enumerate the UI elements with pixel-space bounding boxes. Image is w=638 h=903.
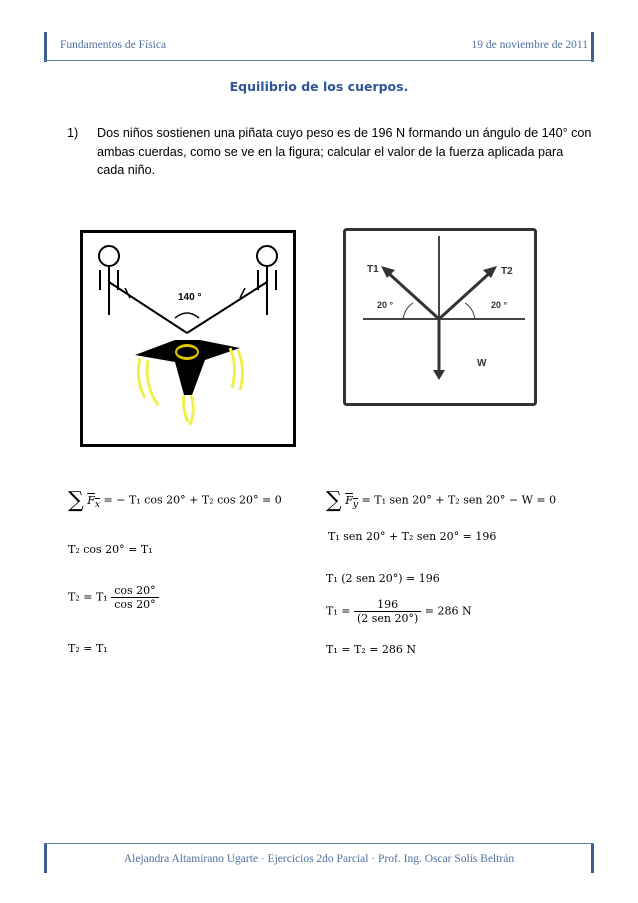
eq-l2-numerator: cos 20°: [111, 584, 158, 598]
eq-r3: [326, 598, 472, 625]
page-footer-rule: [44, 843, 594, 844]
w-label: W: [477, 358, 487, 369]
header-course: Fundamentos de Física: [60, 39, 167, 51]
eq-l1: T₂ cos 20° = T₁: [68, 543, 153, 556]
eq-l2-lhs: T₂ = T₁: [68, 590, 108, 604]
sigma-symbol: ∑: [68, 488, 84, 513]
eq-r4: T₁ = T₂ = 286 N: [326, 643, 417, 656]
fy-vector-label: $F_y$: [345, 493, 359, 510]
eq-sum-x-body: = − T₁ cos 20° + T₂ cos 20° = 0: [103, 493, 282, 507]
page-header-rule: [44, 60, 594, 61]
eq-r2: T₁ (2 sen 20°) = 196: [326, 572, 440, 585]
eq-r3-denominator: (2 sen 20°): [356, 612, 419, 625]
force-diagram: [343, 228, 537, 406]
angle-left-label: 20 °: [377, 300, 394, 310]
eq-l3: T₂ = T₁: [68, 642, 108, 655]
eq-r3-lhs: T₁ =: [326, 604, 351, 618]
eq-r3-fraction: [354, 598, 421, 625]
problem-text: Dos niños sostienen una piñata cuyo peso es de 196 N formando un ángulo de 140° con ambas cuerdas, como se ve en la figura; calcular el valor de la fuerza aplicada para cada niño.: [97, 126, 592, 177]
eq-r1: T₁ sen 20° + T₂ sen 20° = 196: [328, 530, 497, 543]
problem-number: 1): [67, 126, 79, 140]
eq-r3-rhs: = 286 N: [424, 604, 472, 618]
eq-l2-fraction: [111, 584, 158, 611]
header-date: 19 de noviembre de 2011: [471, 39, 588, 51]
sigma-symbol: ∑: [326, 488, 342, 513]
section-title: Equilibrio de los cuerpos.: [229, 79, 409, 94]
eq-sum-y: [326, 488, 556, 513]
t1-label: T1: [367, 264, 379, 275]
eq-sum-x: [68, 488, 282, 513]
eq-sum-y-body: = T₁ sen 20° + T₂ sen 20° − W = 0: [361, 493, 557, 507]
eq-l2-denominator: cos 20°: [114, 598, 156, 611]
pinata-figure: [80, 230, 296, 447]
problem-statement: [67, 124, 592, 180]
angle-right-label: 20 °: [491, 300, 508, 310]
eq-r3-numerator: 196: [354, 598, 421, 612]
footer-text: Alejandra Altamirano Ugarte · Ejercicios 2do Parcial · Prof. Ing. Oscar Solís Beltrán: [123, 853, 515, 865]
fx-vector-label: $F_x$: [87, 493, 101, 510]
t2-label: T2: [501, 266, 513, 277]
eq-l2: [68, 584, 159, 611]
angle-label: 140 °: [178, 292, 202, 303]
